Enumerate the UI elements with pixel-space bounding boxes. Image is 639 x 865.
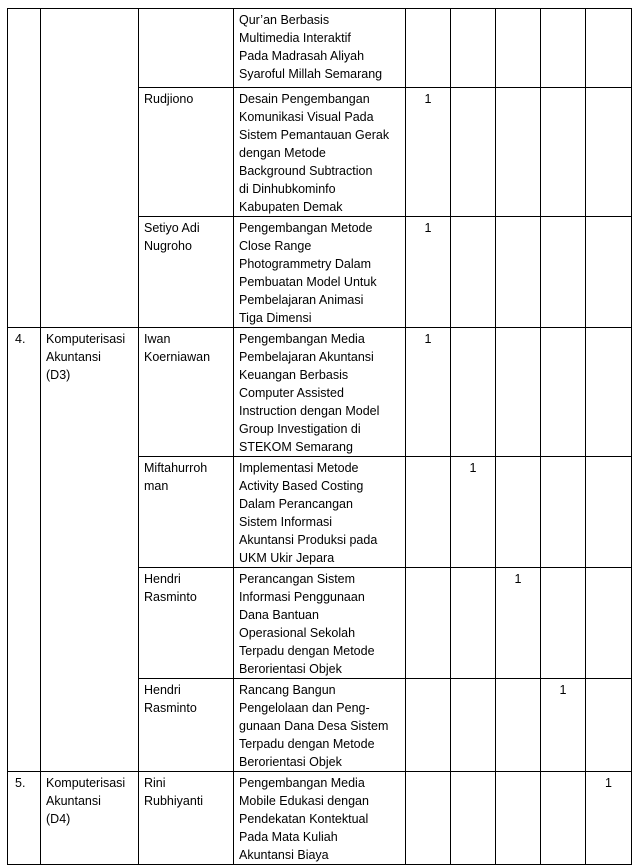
count-cell-c5 <box>586 9 632 88</box>
count-cell-c1: 1 <box>406 217 451 328</box>
count-cell-c5 <box>586 217 632 328</box>
text-line: gunaan Dana Desa Sistem <box>239 719 389 733</box>
text-line: Hendri <box>144 572 181 586</box>
text-line: Pada Mata Kuliah <box>239 830 338 844</box>
count-cell-c1 <box>406 9 451 88</box>
count-cell-c2 <box>451 88 496 217</box>
text-line: Hendri <box>144 683 181 697</box>
count-cell-c2 <box>451 679 496 772</box>
research-title-cell <box>234 679 406 772</box>
research-title-cell <box>234 88 406 217</box>
count-cell-c5 <box>586 88 632 217</box>
text-line: Sistem Pemantauan Gerak <box>239 128 390 142</box>
count-cell-c3 <box>496 217 541 328</box>
lecturer-cell <box>139 772 234 865</box>
research-title-cell <box>234 217 406 328</box>
text-line: Instruction dengan Model <box>239 404 380 418</box>
text-line: man <box>144 479 169 493</box>
text-line: Informasi Penggunaan <box>239 590 365 604</box>
study-program-cell <box>41 9 139 328</box>
text-line: di Dinhubkominfo <box>239 182 336 196</box>
text-line: Rasminto <box>144 590 197 604</box>
count-cell-c3 <box>496 457 541 568</box>
text-line: Multimedia Interaktif <box>239 31 351 45</box>
text-line: Komputerisasi <box>46 776 126 790</box>
lecturer-cell <box>139 88 234 217</box>
count-cell-c5 <box>586 328 632 457</box>
research-title-cell <box>234 457 406 568</box>
study-program-cell <box>41 772 139 865</box>
count-cell-c2 <box>451 568 496 679</box>
count-cell-c5 <box>586 457 632 568</box>
text-line: Pengembangan Metode <box>239 221 373 235</box>
text-line: Rubhiyanti <box>144 794 204 808</box>
text-line: Akuntansi Biaya <box>239 848 329 862</box>
count-cell-c4 <box>541 457 586 568</box>
count-cell-c1: 1 <box>406 328 451 457</box>
text-line: Photogrammetry Dalam <box>239 257 371 271</box>
research-title-cell <box>234 9 406 88</box>
text-line: (D4) <box>46 812 71 826</box>
count-cell-c4: 1 <box>541 679 586 772</box>
count-cell-c3: 1 <box>496 568 541 679</box>
row-number-cell: 4. <box>8 328 41 772</box>
table-row <box>8 328 632 457</box>
count-cell-c3 <box>496 772 541 865</box>
text-line: Keuangan Berbasis <box>239 368 349 382</box>
count-cell-c1 <box>406 772 451 865</box>
text-line: dengan Metode <box>239 146 326 160</box>
research-table <box>7 8 632 865</box>
count-cell-c5 <box>586 679 632 772</box>
text-line: STEKOM Semarang <box>239 440 353 454</box>
table-row <box>8 9 632 88</box>
text-line: Mobile Edukasi dengan <box>239 794 369 808</box>
count-cell-c2 <box>451 772 496 865</box>
text-line: Activity Based Costing <box>239 479 364 493</box>
count-cell-c3 <box>496 9 541 88</box>
text-line: Pendekatan Kontektual <box>239 812 369 826</box>
text-line: Terpadu dengan Metode <box>239 644 375 658</box>
text-line: Rudjiono <box>144 92 194 106</box>
lecturer-cell <box>139 328 234 457</box>
text-line: Perancangan Sistem <box>239 572 356 586</box>
text-line: Berorientasi Objek <box>239 662 342 676</box>
text-line: Rini <box>144 776 166 790</box>
text-line: Syaroful Millah Semarang <box>239 67 383 81</box>
text-line: Rancang Bangun <box>239 683 336 697</box>
text-line: Sistem Informasi <box>239 515 333 529</box>
count-cell-c4 <box>541 9 586 88</box>
count-cell-c4 <box>541 88 586 217</box>
research-title-cell <box>234 568 406 679</box>
text-line: Background Subtraction <box>239 164 373 178</box>
text-line: Rasminto <box>144 701 197 715</box>
count-cell-c3 <box>496 328 541 457</box>
count-cell-c5: 1 <box>586 772 632 865</box>
text-line: Terpadu dengan Metode <box>239 737 375 751</box>
text-line: Close Range <box>239 239 312 253</box>
text-line: Miftahurroh <box>144 461 208 475</box>
lecturer-cell <box>139 679 234 772</box>
count-cell-c4 <box>541 772 586 865</box>
text-line: Pengembangan Media <box>239 332 365 346</box>
research-title-cell <box>234 772 406 865</box>
text-line: Dalam Perancangan <box>239 497 353 511</box>
text-line: Kabupaten Demak <box>239 200 343 214</box>
text-line: (D3) <box>46 368 71 382</box>
text-line: Komputerisasi <box>46 332 126 346</box>
text-line: Setiyo Adi <box>144 221 200 235</box>
text-line: Group Investigation di <box>239 422 361 436</box>
count-cell-c2 <box>451 217 496 328</box>
text-line: Akuntansi Produksi pada <box>239 533 378 547</box>
count-cell-c4 <box>541 328 586 457</box>
row-number-cell: 5. <box>8 772 41 865</box>
text-line: Computer Assisted <box>239 386 344 400</box>
count-cell-c1 <box>406 679 451 772</box>
text-line: Akuntansi <box>46 350 101 364</box>
text-line: Komunikasi Visual Pada <box>239 110 374 124</box>
count-cell-c3 <box>496 679 541 772</box>
row-number-cell <box>8 9 41 328</box>
text-line: Pembelajaran Animasi <box>239 293 364 307</box>
text-line: Tiga Dimensi <box>239 311 312 325</box>
count-cell-c2 <box>451 9 496 88</box>
text-line: Operasional Sekolah <box>239 626 356 640</box>
text-line: Iwan <box>144 332 171 346</box>
lecturer-cell <box>139 9 234 88</box>
text-line: Qur’an Berbasis <box>239 13 330 27</box>
text-line: Koerniawan <box>144 350 211 364</box>
text-line: UKM Ukir Jepara <box>239 551 335 565</box>
count-cell-c4 <box>541 217 586 328</box>
table-row <box>8 772 632 865</box>
count-cell-c2: 1 <box>451 457 496 568</box>
lecturer-cell <box>139 568 234 679</box>
count-cell-c4 <box>541 568 586 679</box>
count-cell-c3 <box>496 88 541 217</box>
text-line: Pembelajaran Akuntansi <box>239 350 374 364</box>
text-line: Desain Pengembangan <box>239 92 370 106</box>
count-cell-c1: 1 <box>406 88 451 217</box>
text-line: Dana Bantuan <box>239 608 319 622</box>
text-line: Nugroho <box>144 239 192 253</box>
count-cell-c2 <box>451 328 496 457</box>
text-line: Pembuatan Model Untuk <box>239 275 377 289</box>
count-cell-c1 <box>406 457 451 568</box>
lecturer-cell <box>139 217 234 328</box>
study-program-cell <box>41 328 139 772</box>
count-cell-c1 <box>406 568 451 679</box>
count-cell-c5 <box>586 568 632 679</box>
lecturer-cell <box>139 457 234 568</box>
text-line: Akuntansi <box>46 794 101 808</box>
text-line: Implementasi Metode <box>239 461 359 475</box>
text-line: Pengembangan Media <box>239 776 365 790</box>
text-line: Berorientasi Objek <box>239 755 342 769</box>
text-line: Pada Madrasah Aliyah <box>239 49 365 63</box>
research-title-cell <box>234 328 406 457</box>
text-line: Pengelolaan dan Peng- <box>239 701 370 715</box>
